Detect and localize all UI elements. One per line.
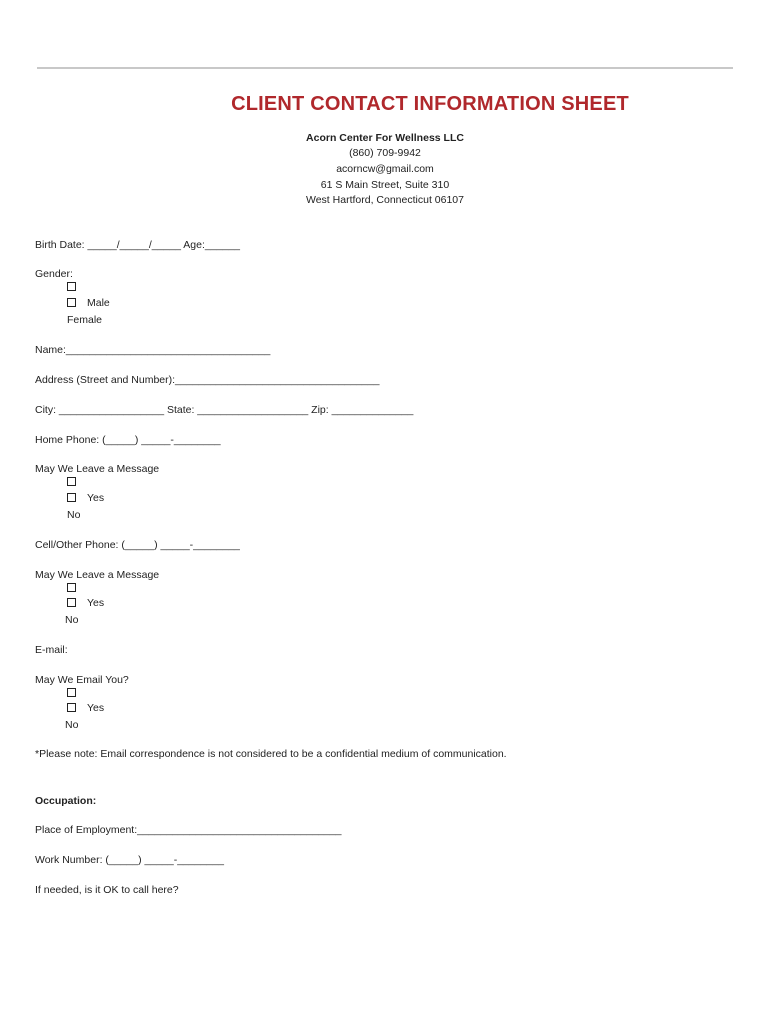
home-message-label: May We Leave a Message <box>35 463 160 475</box>
cell-message-checkbox-1[interactable] <box>67 583 76 592</box>
cell-message-yes-label: Yes <box>87 597 105 609</box>
occupation-heading: Occupation: <box>35 795 97 807</box>
org-phone: (860) 709-9942 <box>349 147 421 159</box>
org-email: acorncw@gmail.com <box>336 163 434 175</box>
work-number-field[interactable]: Work Number: (_____) _____-________ <box>35 854 224 866</box>
name-field[interactable]: Name:___________________________________ <box>35 344 271 356</box>
gender-checkbox-2[interactable] <box>67 298 76 307</box>
cell-message-label: May We Leave a Message <box>35 569 160 581</box>
employment-field[interactable]: Place of Employment:___________________________________ <box>35 824 342 836</box>
email-ok-no-label: No <box>65 719 79 731</box>
home-message-checkbox-2[interactable] <box>67 493 76 502</box>
ok-to-call-label: If needed, is it OK to call here? <box>35 884 179 896</box>
home-message-checkbox-1[interactable] <box>67 477 76 486</box>
gender-label: Gender: <box>35 268 73 280</box>
birth-date-field[interactable]: Birth Date: _____/_____/_____ Age:______ <box>35 239 240 251</box>
cell-message-checkbox-2[interactable] <box>67 598 76 607</box>
gender-checkbox-1[interactable] <box>67 282 76 291</box>
org-name: Acorn Center For Wellness LLC <box>306 132 464 144</box>
email-note: *Please note: Email correspondence is not considered to be a confidential medium of communication. <box>35 748 507 760</box>
page-title: CLIENT CONTACT INFORMATION SHEET <box>231 93 629 115</box>
city-state-zip-field[interactable]: City: __________________ State: ___________________ Zip: ______________ <box>35 404 414 416</box>
cell-phone-field[interactable]: Cell/Other Phone: (_____) _____-________ <box>35 539 240 551</box>
email-ok-checkbox-1[interactable] <box>67 688 76 697</box>
email-field[interactable]: E-mail: <box>35 644 68 656</box>
gender-female-label: Female <box>67 314 103 326</box>
org-city: West Hartford, Connecticut 06107 <box>306 194 464 206</box>
home-message-yes-label: Yes <box>87 492 105 504</box>
email-ok-checkbox-2[interactable] <box>67 703 76 712</box>
top-rule <box>37 67 733 69</box>
gender-male-label: Male <box>87 297 110 309</box>
cell-message-no-label: No <box>65 614 79 626</box>
org-street: 61 S Main Street, Suite 310 <box>320 179 450 191</box>
email-ok-yes-label: Yes <box>87 702 105 714</box>
email-ok-label: May We Email You? <box>35 674 129 686</box>
home-message-no-label: No <box>67 509 81 521</box>
home-phone-field[interactable]: Home Phone: (_____) _____-________ <box>35 434 221 446</box>
address-field[interactable]: Address (Street and Number):___________________________________ <box>35 374 380 386</box>
